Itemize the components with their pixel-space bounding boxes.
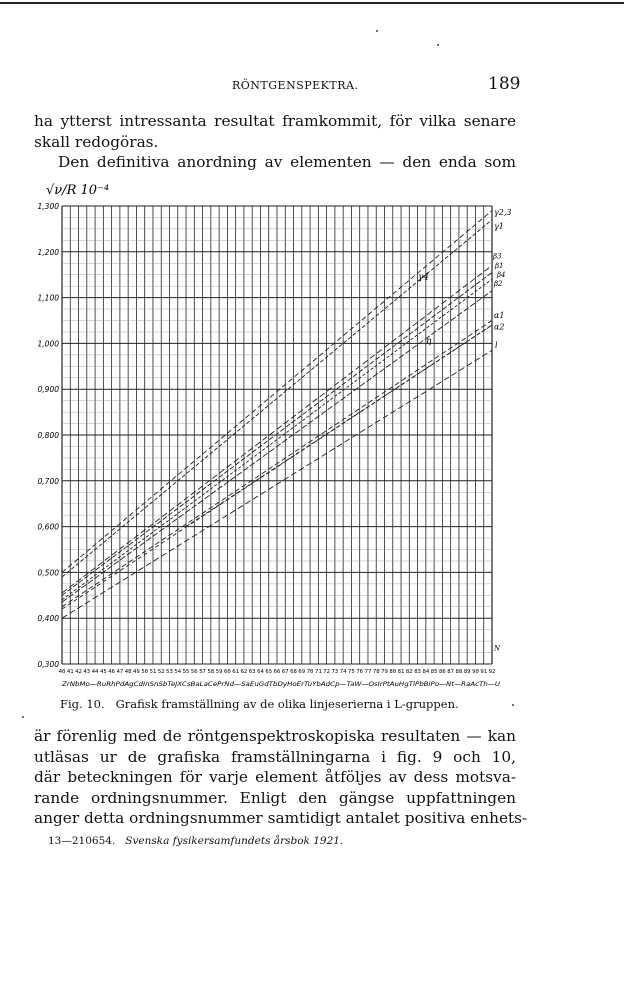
x-tick-label: 66 [273,669,281,675]
figure-caption [60,697,459,711]
print-speck [376,30,378,32]
series-label: β3 [493,252,502,261]
caption-text: Grafisk framställning av de olika linjeserierna i L-gruppen. [115,697,459,711]
x-tick-label: 90 [472,669,479,675]
top-rule [0,2,624,4]
series-label: l [495,340,498,350]
x-tick-label: 61 [232,669,240,675]
x-tick-label: 60 [224,669,231,675]
x-tick-label: 48 [124,669,132,675]
text-line: skall redogöras. [34,132,159,151]
x-tick-label: 92 [488,669,496,675]
text-line: ha ytterst intressanta resultat framkommit, för vilka senare [34,112,516,130]
text-line: anger detta ordningsnummer samtidigt antalet positiva enhets- [34,809,528,827]
x-tick-labels [59,669,496,675]
page-number: 189 [488,74,521,94]
series-label: γ2,3 [494,208,512,218]
x-tick-label: 59 [215,669,223,675]
x-tick-label: 75 [348,669,355,675]
y-tick-label: 0,400 [37,614,59,624]
x-tick-label: 84 [422,669,430,675]
x-tick-label: 53 [166,669,173,675]
x-tick-label: 69 [298,669,306,675]
x-tick-label: 56 [190,669,198,675]
text-line: utläsas ur de grafiska framställningarna i fig. 9 och 10, [34,747,516,766]
series-label: β2 [494,280,503,289]
x-tick-label: 70 [306,669,314,675]
series-label: β1 [495,261,504,270]
y-tick-label: 0,800 [37,431,59,440]
x-tick-label: 52 [157,669,165,675]
print-speck [22,716,24,718]
x-tick-label: 47 [116,669,124,675]
print-speck [437,44,439,46]
page-header [0,74,624,94]
text-line: Den definitiva anordning av elementen — den enda som [58,153,516,171]
print-speck [512,704,514,706]
x-tick-label: 72 [323,669,330,675]
y-tick-label: 0,700 [37,476,59,486]
sheet-number: 13—210654. [48,835,116,847]
x-tick-label: 89 [463,669,471,675]
x-tick-label: 49 [133,669,140,675]
page-footer [48,835,343,847]
series-label: η [426,336,432,347]
paragraph-top [34,111,516,173]
caption-label: Fig. 10. [60,697,105,711]
x-tick-label: 86 [439,669,446,675]
x-tick-label: 41 [66,669,74,675]
series-label: α1 [494,311,505,321]
x-tick-label: 43 [83,669,91,675]
x-tick-label: 45 [99,669,107,675]
y-tick-label: 0,900 [37,385,59,395]
x-tick-label: 82 [405,669,413,675]
figure-chart [0,170,624,690]
y-tick-label: 1,300 [37,202,59,211]
text-line: rande ordningsnummer. Enligt den gängse uppfattningen [34,788,516,807]
x-tick-label: 42 [75,669,82,675]
text-line: där beteckningen för varje element åtföljes av dess motsva- [34,768,516,786]
series-label: α2 [494,322,505,332]
x-tick-label: 74 [339,669,347,675]
series-label: γ4 [418,272,430,283]
x-tick-label: 79 [381,669,388,675]
x-tick-label: 54 [174,669,182,675]
series-line [186,325,492,527]
x-tick-label: 65 [265,669,273,675]
y-tick-label: 1,000 [37,339,59,349]
y-tick-label: 0,500 [37,568,59,578]
x-tick-label: 51 [149,669,157,675]
x-tick-label: 87 [447,669,455,675]
x-tick-label: 50 [141,669,149,675]
x-tick-label: 57 [199,669,206,675]
running-title: RÖNTGENSPEKTRA. [232,79,359,92]
x-tick-label: 80 [389,669,397,675]
y-tick-label: 0,300 [37,660,59,669]
series-label: γ1 [494,221,504,231]
series-label: N [494,644,501,653]
x-tick-label: 88 [455,669,463,675]
x-tick-label: 91 [480,669,488,675]
x-tick-label: 63 [248,669,256,675]
y-tick-label: 1,200 [37,247,59,257]
y-tick-labels [38,202,60,669]
x-tick-label: 44 [91,669,99,675]
element-symbol-row: ZrNbMo—RuRhPdAgCdInSnSbTeJXCsBaLaCePrNd—SaEuGdTbDyHoErTuYbAdCp—TaW—OsIrPtAuHgTlPbBiPo—Nt—RaAcTh—U [62,681,447,688]
x-tick-label: 78 [372,669,380,675]
journal-title: Svenska fysikersamfundets årsbok 1921. [125,835,344,847]
x-tick-label: 64 [257,669,264,675]
x-tick-label: 83 [414,669,421,675]
y-axis-label: √ν/R 10⁻⁴ [46,183,110,198]
x-tick-label: 68 [290,669,297,675]
x-tick-label: 85 [430,669,438,675]
x-tick-label: 55 [182,669,190,675]
x-tick-label: 46 [108,669,115,675]
x-tick-label: 77 [364,669,372,675]
x-tick-label: 76 [356,669,364,675]
x-tick-label: 67 [281,669,289,675]
x-tick-label: 40 [58,669,66,675]
x-tick-label: 81 [397,669,405,675]
text-line: är förenlig med de röntgenspektroskopiska resultaten — kan [34,727,516,745]
x-tick-label: 71 [314,669,322,675]
y-tick-label: 1,100 [37,293,59,303]
x-tick-label: 62 [240,669,248,675]
paragraph-bottom [34,726,528,829]
x-tick-label: 73 [331,669,339,675]
series-label: β4 [497,270,506,279]
x-tick-label: 58 [207,669,215,675]
y-tick-label: 0,600 [37,522,59,532]
